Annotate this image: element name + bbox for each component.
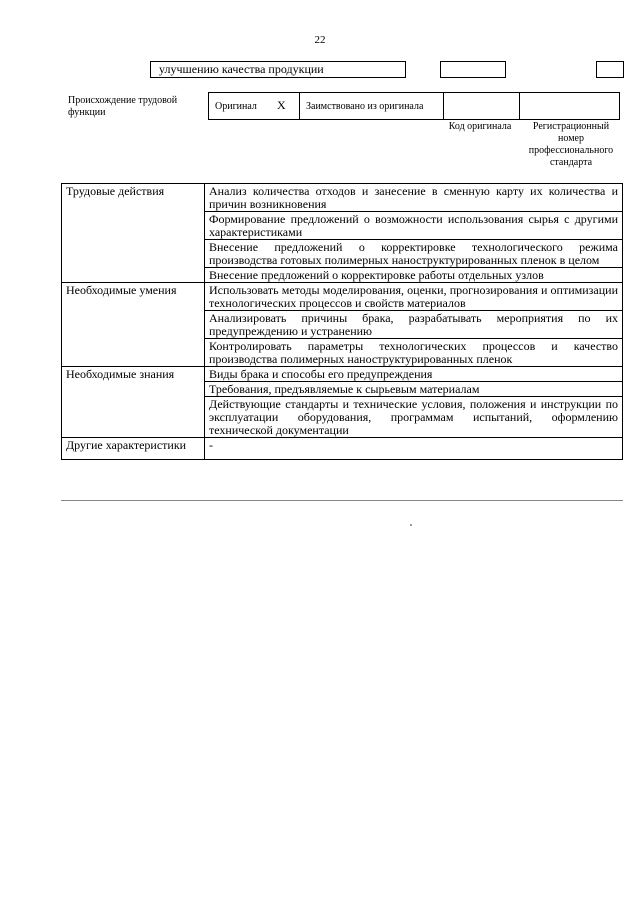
table-cell: - [205,438,623,460]
table-cell: Внесение предложений о корректировке работы отдельных узлов [205,268,623,283]
number-box [596,61,624,78]
origin-row [208,92,620,120]
bottom-rule [61,500,623,501]
row-label: Другие характеристики [62,438,205,460]
borrowed-label: Заимствовано из оригинала [306,100,424,112]
table-row [62,438,623,460]
table-cell: Требования, предъявляемые к сырьевым материалам [205,382,623,397]
title-box: улучшению качества продукции [150,61,406,78]
table-cell: Действующие стандарты и технические условия, положения и инструкции по эксплуатации оборудования, программам испытаний, оформлению технической документации [205,397,623,438]
code-box [440,61,506,78]
page-number: 22 [314,34,326,46]
table-row [62,184,623,212]
original-mark: X [277,98,286,112]
borrowed-cell [300,93,444,119]
original-label: Оригинал [215,100,257,112]
reg-number-cell [520,93,619,119]
table-cell: Анализ количества отходов и занесение в сменную карту их количества и причин возникновения [205,184,623,212]
row-label: Необходимые знания [62,367,205,438]
table-cell: Контролировать параметры технологических процессов и качество производства полимерных наноструктурированных пленок [205,339,623,367]
table-cell: Анализировать причины брака, разрабатывать мероприятия по их предупреждению и устранению [205,311,623,339]
function-table [61,183,623,460]
code-original-caption: Код оригинала [448,121,512,132]
table-row [62,367,623,382]
scan-dot [410,524,412,526]
table-cell: Формирование предложений о возможности использования сырья с другими характеристиками [205,212,623,240]
table-cell: Внесение предложений о корректировке технологического режима производства готовых полимерных наноструктурированных пленок в целом [205,240,623,268]
table-cell: Использовать методы моделирования, оценки, прогнозирования и оптимизации технологических процессов и свойств материалов [205,283,623,311]
reg-number-caption: Регистрационный номер профессионального стандарта [528,121,614,168]
row-label: Необходимые умения [62,283,205,367]
origin-label: Происхождение трудовой функции [68,95,178,118]
row-label: Трудовые действия [62,184,205,283]
code-original-cell [444,93,520,119]
original-cell [209,93,300,119]
table-cell: Виды брака и способы его предупреждения [205,367,623,382]
table-row [62,283,623,311]
